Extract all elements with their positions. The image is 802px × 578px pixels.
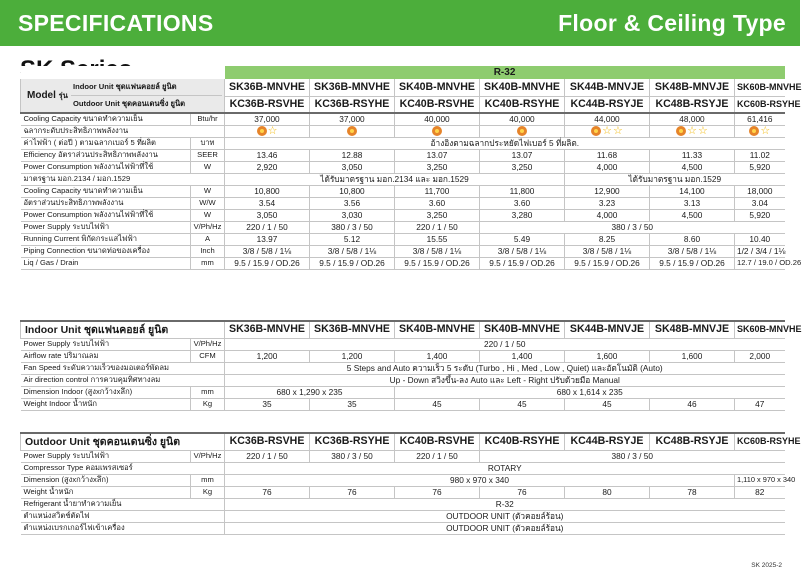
cell-value: 40,000 [480, 113, 565, 125]
outdoor-unit-table [20, 432, 801, 535]
cell-value: 980 x 970 x 340 [225, 474, 735, 486]
indoor-model: SK40B-MNVHE [395, 79, 480, 96]
star-icon: ☆ [613, 124, 623, 137]
section-title: Outdoor Unit ชุดคอนเดนซิ่ง ยูนิต [21, 433, 225, 450]
cell-value: 380 / 3 / 50 [480, 221, 785, 233]
medal-icon [257, 126, 267, 136]
row-label: Efficiency อัตราส่วนประสิทธิภาพพลังงาน [21, 149, 191, 161]
row-unit: Inch [191, 245, 225, 257]
energy-grade-icon [676, 126, 708, 137]
row-label: Weight น้ำหนัก [21, 486, 191, 498]
energy-cost-row [21, 137, 785, 149]
outdoor-model: KC40B-RSVHE [395, 96, 480, 113]
indoor-dimension-row [21, 386, 785, 398]
cell-value: 3.56 [310, 197, 395, 209]
cell-value: 12.7 / 19.0 / OD.26 [735, 257, 785, 269]
refrigerant-row [21, 498, 785, 510]
power-consumption-row-2 [21, 209, 785, 221]
refrigerant-header-row [21, 66, 785, 79]
cell-value: 380 / 3 / 50 [310, 221, 395, 233]
cell-value: 380 / 3 / 50 [480, 450, 785, 462]
row-label: Piping Connection ขนาดท่อของเครื่อง [21, 245, 191, 257]
cell-value: 12,900 [565, 185, 650, 197]
cell-value: 47 [735, 398, 785, 410]
header-banner [0, 0, 800, 46]
cell-value: OUTDOOR UNIT (ตัวคอยล์ร้อน) [225, 522, 785, 534]
indoor-model-row [21, 79, 785, 96]
row-unit: A [191, 233, 225, 245]
standard-row [21, 173, 785, 185]
row-label: Liq / Gas / Drain [21, 257, 191, 269]
row-unit: W/W [191, 197, 225, 209]
outdoor-model: KC60B-RSYHE [735, 433, 785, 450]
cell-value: 220 / 1 / 50 [225, 221, 310, 233]
energy-grade-badge [735, 125, 785, 137]
cell-value: 220 / 1 / 50 [225, 450, 310, 462]
star-icon: ☆ [267, 124, 278, 137]
cell-value: 35 [310, 398, 395, 410]
cell-value: 3,030 [310, 209, 395, 221]
star-icon: ☆ [687, 124, 697, 137]
cell-value: 10.40 [735, 233, 785, 245]
cell-value: 5,920 [735, 209, 785, 221]
cell-value: 380 / 3 / 50 [310, 450, 395, 462]
cell-value: 11.68 [565, 149, 650, 161]
cell-value: 1,110 x 970 x 340 [735, 474, 785, 486]
row-label: Cooling Capacity ขนาดทำความเย็น [21, 185, 191, 197]
cell-value: 9.5 / 15.9 / OD.26 [650, 257, 735, 269]
cell-value: 78 [650, 486, 735, 498]
row-label: Dimension (สูงxกว้างxลึก) [21, 474, 191, 486]
indoor-model: SK40B-MNVHE [395, 321, 480, 338]
cell-value: 13.46 [225, 149, 310, 161]
row-unit: mm [191, 257, 225, 269]
medal-icon [347, 126, 357, 136]
cell-value: 13.07 [395, 149, 480, 161]
row-label: Power Consumption พลังงานไฟฟ้าที่ใช้ [21, 209, 191, 221]
outdoor-model: KC48B-RSYJE [650, 433, 735, 450]
energy-grade-icon [591, 126, 623, 137]
row-unit: V/Ph/Hz [191, 338, 225, 350]
outdoor-unit-label: Outdoor Unit ชุดคอนเดนซิ่ง ยูนิต [71, 96, 222, 112]
outdoor-dimension-row [21, 474, 785, 486]
row-unit: V/Ph/Hz [191, 221, 225, 233]
cell-value: 45 [395, 398, 480, 410]
cell-value: 1,400 [480, 350, 565, 362]
cell-value: 48,000 [650, 113, 735, 125]
outdoor-model: KC48B-RSYJE [650, 96, 735, 113]
row-label: มาตรฐาน มอก.2134 / มอก.1529 [21, 173, 225, 185]
cell-value: 13.07 [480, 149, 565, 161]
power-supply-row [21, 221, 785, 233]
cell-value: 3,250 [395, 161, 480, 173]
row-label: Cooling Capacity ขนาดทำความเย็น [21, 113, 191, 125]
energy-grade-icon [517, 126, 527, 136]
row-label: ตำแหน่งสวิตช์ตัดไฟ [21, 510, 225, 522]
outdoor-model: KC40B-RSYHE [480, 96, 565, 113]
star-icon: ☆ [698, 124, 708, 137]
row-label: Running Current พิกัดกระแสไฟฟ้า [21, 233, 191, 245]
breaker-position-row [21, 522, 785, 534]
cell-value: 37,000 [310, 113, 395, 125]
indoor-model: SK48B-MNVJE [650, 79, 735, 96]
energy-grade-badge [650, 125, 735, 137]
refrigerant-header: R-32 [225, 66, 785, 79]
indoor-header-row [21, 321, 785, 338]
section-title: Indoor Unit ชุดแฟนคอยล์ ยูนิต [21, 321, 225, 338]
cell-value: 1/2 / 3/4 / 1⅛ [735, 245, 785, 257]
indoor-weight-row [21, 398, 785, 410]
outdoor-weight-row [21, 486, 785, 498]
energy-grade-icon [257, 126, 278, 137]
cell-value: ROTARY [225, 462, 785, 474]
cell-value: 61,416 [735, 113, 785, 125]
row-label: Compressor Type คอมเพรสเซอร์ [21, 462, 225, 474]
cell-value: 220 / 1 / 50 [225, 338, 785, 350]
banner-title-left: SPECIFICATIONS [18, 9, 214, 36]
indoor-supply-row [21, 338, 785, 350]
cell-value: 3/8 / 5/8 / 1⅛ [395, 245, 480, 257]
indoor-unit-table [20, 320, 802, 411]
fan-speed-row [21, 362, 785, 374]
cell-value: 220 / 1 / 50 [395, 221, 480, 233]
cell-value: 4,000 [565, 209, 650, 221]
row-unit: Btu/hr [191, 113, 225, 125]
cell-value: 10,800 [225, 185, 310, 197]
piping-row [21, 245, 785, 257]
cell-value: 3.54 [225, 197, 310, 209]
medal-icon [591, 126, 601, 136]
cell-value: 3/8 / 5/8 / 1⅛ [310, 245, 395, 257]
cell-value: 3.04 [735, 197, 785, 209]
cell-value: 44,000 [565, 113, 650, 125]
cell-value: 1,400 [395, 350, 480, 362]
cell-value: 3,050 [310, 161, 395, 173]
outdoor-header-row [21, 433, 785, 450]
efficiency-row [21, 149, 785, 161]
cell-value: 3/8 / 5/8 / 1⅛ [650, 245, 735, 257]
cell-value: 4,000 [565, 161, 650, 173]
medal-icon [676, 126, 686, 136]
row-label: Power Supply ระบบไฟฟ้า [21, 338, 191, 350]
row-unit: Kg [191, 486, 225, 498]
cell-value: OUTDOOR UNIT (ตัวคอยล์ร้อน) [225, 510, 785, 522]
cell-value: 4,500 [650, 161, 735, 173]
row-unit: W [191, 185, 225, 197]
cell-value: ได้รับมาตรฐาน มอก.1529 [565, 173, 785, 185]
cell-value: 9.5 / 15.9 / OD.26 [225, 257, 310, 269]
cell-value: 76 [395, 486, 480, 498]
outdoor-model: KC40B-RSVHE [395, 433, 480, 450]
row-label: ตำแหน่งเบรกเกอร์ไฟเข้าเครื่อง [21, 522, 225, 534]
cell-value: 680 x 1,290 x 235 [225, 386, 395, 398]
row-label: Power Supply ระบบไฟฟ้า [21, 450, 191, 462]
energy-grade-icon [432, 126, 442, 136]
cell-value: 3,250 [480, 161, 565, 173]
cell-value: 8.25 [565, 233, 650, 245]
cell-value: 9.5 / 15.9 / OD.26 [310, 257, 395, 269]
indoor-unit-label: Indoor Unit ชุดแฟนคอยล์ ยูนิต [71, 80, 222, 96]
cell-value: ได้รับมาตรฐาน มอก.2134 และ มอก.1529 [225, 173, 565, 185]
cell-value: 76 [225, 486, 310, 498]
cell-value: 2,000 [735, 350, 785, 362]
cell-value: 3.13 [650, 197, 735, 209]
cooling-capacity-row [21, 113, 785, 125]
power-consumption-row [21, 161, 785, 173]
medal-icon [517, 126, 527, 136]
cell-value: 3.60 [395, 197, 480, 209]
row-unit: mm [191, 474, 225, 486]
cell-value: 2,920 [225, 161, 310, 173]
cell-value: 3,250 [395, 209, 480, 221]
row-label: Refrigerant น้ำยาทำความเย็น [21, 498, 225, 510]
cell-value: 3/8 / 5/8 / 1⅛ [225, 245, 310, 257]
cell-value: 11,800 [480, 185, 565, 197]
outdoor-model: KC40B-RSYHE [480, 433, 565, 450]
cell-value: 11.02 [735, 149, 785, 161]
cell-value: 14,100 [650, 185, 735, 197]
row-unit: SEER [191, 149, 225, 161]
efficiency-ratio-row [21, 197, 785, 209]
indoor-model: SK40B-MNVHE [480, 321, 565, 338]
cell-value: 1,200 [225, 350, 310, 362]
indoor-model: SK36B-MNVHE [225, 79, 310, 96]
indoor-model: SK36B-MNVHE [310, 321, 395, 338]
cell-value: 9.5 / 15.9 / OD.26 [565, 257, 650, 269]
row-unit: V/Ph/Hz [191, 450, 225, 462]
outdoor-model: KC44B-RSYJE [565, 96, 650, 113]
outdoor-model: KC44B-RSYJE [565, 433, 650, 450]
cell-value: 45 [480, 398, 565, 410]
liq-gas-drain-row [21, 257, 785, 269]
row-unit: บาท [191, 137, 225, 149]
outdoor-model: KC36B-RSVHE [225, 96, 310, 113]
outdoor-model: KC36B-RSYHE [310, 96, 395, 113]
cooling-capacity-w-row [21, 185, 785, 197]
star-icon: ☆ [760, 124, 771, 137]
cell-value: 45 [565, 398, 650, 410]
indoor-model: SK44B-MNVJE [565, 79, 650, 96]
row-label: Dimension Indoor (สูงxกว้างxลึก) [21, 386, 191, 398]
cell-value: 3.60 [480, 197, 565, 209]
cell-value: 1,600 [650, 350, 735, 362]
model-label-th: รุ่น [58, 90, 68, 100]
switch-position-row [21, 510, 785, 522]
footer-note: SK 2025-2 [751, 562, 782, 569]
energy-grade-badge [310, 125, 395, 137]
cell-value: 9.5 / 15.9 / OD.26 [480, 257, 565, 269]
row-label: ค่าไฟฟ้า ( ต่อปี ) ตามฉลากเบอร์ 5 ที่ผลิต [21, 137, 191, 149]
indoor-model: SK60B-MNVHE [735, 321, 785, 338]
medal-icon [432, 126, 442, 136]
cell-value: 3/8 / 5/8 / 1⅛ [480, 245, 565, 257]
running-current-row [21, 233, 785, 245]
cell-value: 3,050 [225, 209, 310, 221]
cell-value: 680 x 1,614 x 235 [395, 386, 785, 398]
indoor-model: SK60B-MNVHE [735, 79, 785, 96]
row-unit: Kg [191, 398, 225, 410]
cell-value: 9.5 / 15.9 / OD.26 [395, 257, 480, 269]
row-unit: W [191, 209, 225, 221]
outdoor-model: KC36B-RSYHE [310, 433, 395, 450]
outdoor-model: KC36B-RSVHE [225, 433, 310, 450]
row-label: ฉลากระดับประสิทธิภาพพลังงาน [21, 125, 225, 137]
energy-grade-icon [749, 126, 770, 137]
energy-label-row [21, 125, 785, 137]
cell-value: 10,800 [310, 185, 395, 197]
cell-value: 220 / 1 / 50 [395, 450, 480, 462]
cell-value: 3.23 [565, 197, 650, 209]
star-icon: ☆ [602, 124, 612, 137]
airflow-row [21, 350, 785, 362]
row-label: Air direction control การควบคุมทิศทางลม [21, 374, 225, 386]
cell-value: 46 [650, 398, 735, 410]
banner-title-right: Floor & Ceiling Type [558, 9, 786, 36]
cell-value: 11.33 [650, 149, 735, 161]
outdoor-model: KC60B-RSYHE [735, 96, 785, 113]
indoor-model: SK44B-MNVJE [565, 321, 650, 338]
energy-grade-badge [395, 125, 480, 137]
cell-value: 13.97 [225, 233, 310, 245]
cell-value: 5,920 [735, 161, 785, 173]
indoor-model: SK36B-MNVHE [310, 79, 395, 96]
cell-value: 18,000 [735, 185, 785, 197]
cell-value: 3,280 [480, 209, 565, 221]
cell-value: อ้างอิงตามฉลากประหยัดไฟเบอร์ 5 ที่ผลิต. [225, 137, 785, 149]
row-label: Fan Speed ระดับความเร็วของมอเตอร์พัดลม [21, 362, 225, 374]
energy-grade-badge [225, 125, 310, 137]
cell-value: 3/8 / 5/8 / 1⅛ [565, 245, 650, 257]
cell-value: 80 [565, 486, 650, 498]
energy-grade-badge [565, 125, 650, 137]
model-label-cell [21, 79, 225, 113]
energy-grade-icon [347, 126, 357, 136]
energy-grade-badge [480, 125, 565, 137]
cell-value: 40,000 [395, 113, 480, 125]
row-unit: CFM [191, 350, 225, 362]
air-direction-row [21, 374, 785, 386]
cell-value: Up - Down สวิงขึ้น-ลง Auto และ Left - Right ปรับด้วยมือ Manual [225, 374, 785, 386]
cell-value: 5 Steps and Auto ความเร็ว 5 ระดับ (Turbo , Hi , Med , Low , Quiet) และอัตโนมัติ (Auto) [225, 362, 785, 374]
indoor-model: SK40B-MNVHE [480, 79, 565, 96]
cell-value: 5.49 [480, 233, 565, 245]
cell-value: 8.60 [650, 233, 735, 245]
row-label: อัตราส่วนประสิทธิภาพพลังงาน [21, 197, 191, 209]
row-label: Power Supply ระบบไฟฟ้า [21, 221, 191, 233]
row-label: Weight Indoor น้ำหนัก [21, 398, 191, 410]
model-label: Model [27, 89, 56, 101]
cell-value: 15.55 [395, 233, 480, 245]
row-unit: W [191, 161, 225, 173]
compressor-row [21, 462, 785, 474]
cell-value: R-32 [225, 498, 785, 510]
cell-value: 11,700 [395, 185, 480, 197]
cell-value: 76 [310, 486, 395, 498]
cell-value: 82 [735, 486, 785, 498]
indoor-model: SK36B-MNVHE [225, 321, 310, 338]
row-label: Power Consumption พลังงานไฟฟ้าที่ใช้ [21, 161, 191, 173]
cell-value: 12.88 [310, 149, 395, 161]
cell-value: 37,000 [225, 113, 310, 125]
cell-value: 4,500 [650, 209, 735, 221]
cell-value: 1,600 [565, 350, 650, 362]
cell-value: 76 [480, 486, 565, 498]
row-unit: mm [191, 386, 225, 398]
cell-value: 35 [225, 398, 310, 410]
medal-icon [749, 126, 759, 136]
cell-value: 1,200 [310, 350, 395, 362]
row-label: Airflow rate ปริมาณลม [21, 350, 191, 362]
cell-value: 5.12 [310, 233, 395, 245]
cooling-spec-table [20, 66, 802, 270]
outdoor-supply-row [21, 450, 785, 462]
indoor-model: SK48B-MNVJE [650, 321, 735, 338]
